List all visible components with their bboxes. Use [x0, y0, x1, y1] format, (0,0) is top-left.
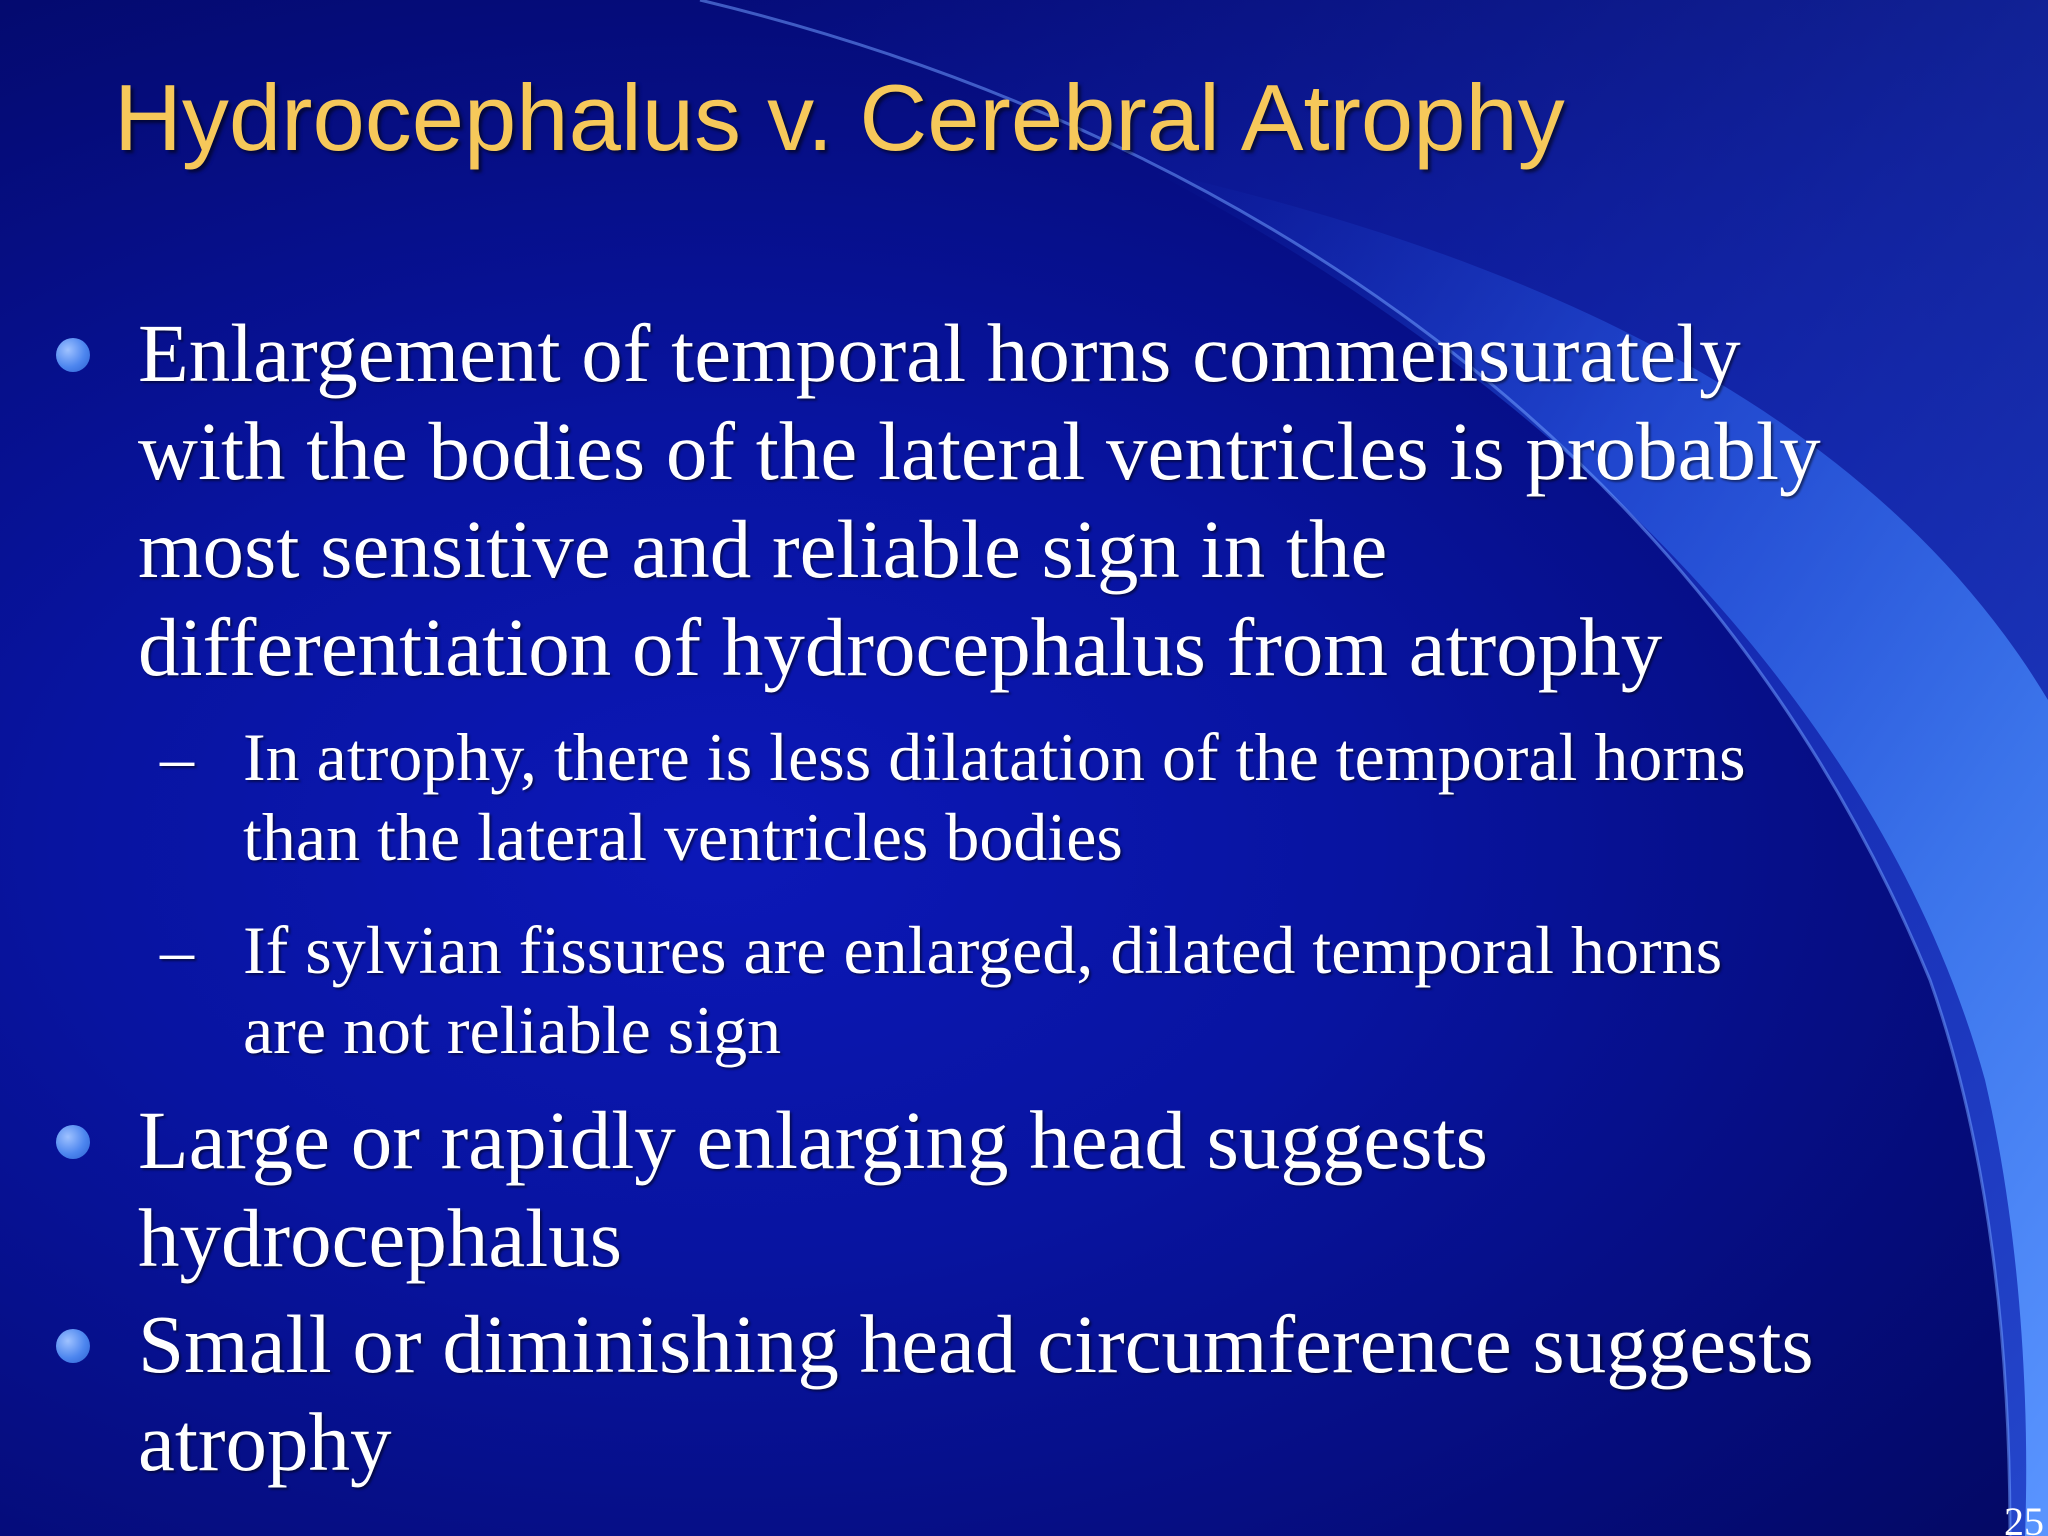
bullet-line: with the bodies of the lateral ventricles is probably [138, 405, 1821, 497]
sub-bullet-dash-icon: – [160, 912, 194, 988]
bullet-dot-icon [56, 338, 90, 372]
sub-bullet-line: are not reliable sign [243, 992, 782, 1068]
bullet-line: differentiation of hydrocephalus from atrophy [138, 601, 1663, 693]
sub-bullet-line: In atrophy, there is less dilatation of the temporal horns [243, 719, 1746, 795]
bullet-line: atrophy [138, 1396, 392, 1488]
slide-title: Hydrocephalus v. Cerebral Atrophy [114, 65, 1565, 170]
bullet-line: most sensitive and reliable sign in the [138, 503, 1388, 595]
slide-number: 25 [2004, 1499, 2044, 1536]
sub-bullet-line: If sylvian fissures are enlarged, dilated temporal horns [243, 912, 1723, 988]
sub-bullet-line: than the lateral ventricles bodies [243, 799, 1123, 875]
bullet-dot-icon [56, 1125, 90, 1159]
bullet-line: hydrocephalus [138, 1192, 623, 1284]
bullet-line: Enlargement of temporal horns commensurately [138, 307, 1741, 399]
sub-bullet-dash-icon: – [160, 719, 194, 795]
bullet-line: Small or diminishing head circumference suggests [138, 1298, 1814, 1390]
bullet-line: Large or rapidly enlarging head suggests [138, 1094, 1488, 1186]
bullet-dot-icon [56, 1329, 90, 1363]
